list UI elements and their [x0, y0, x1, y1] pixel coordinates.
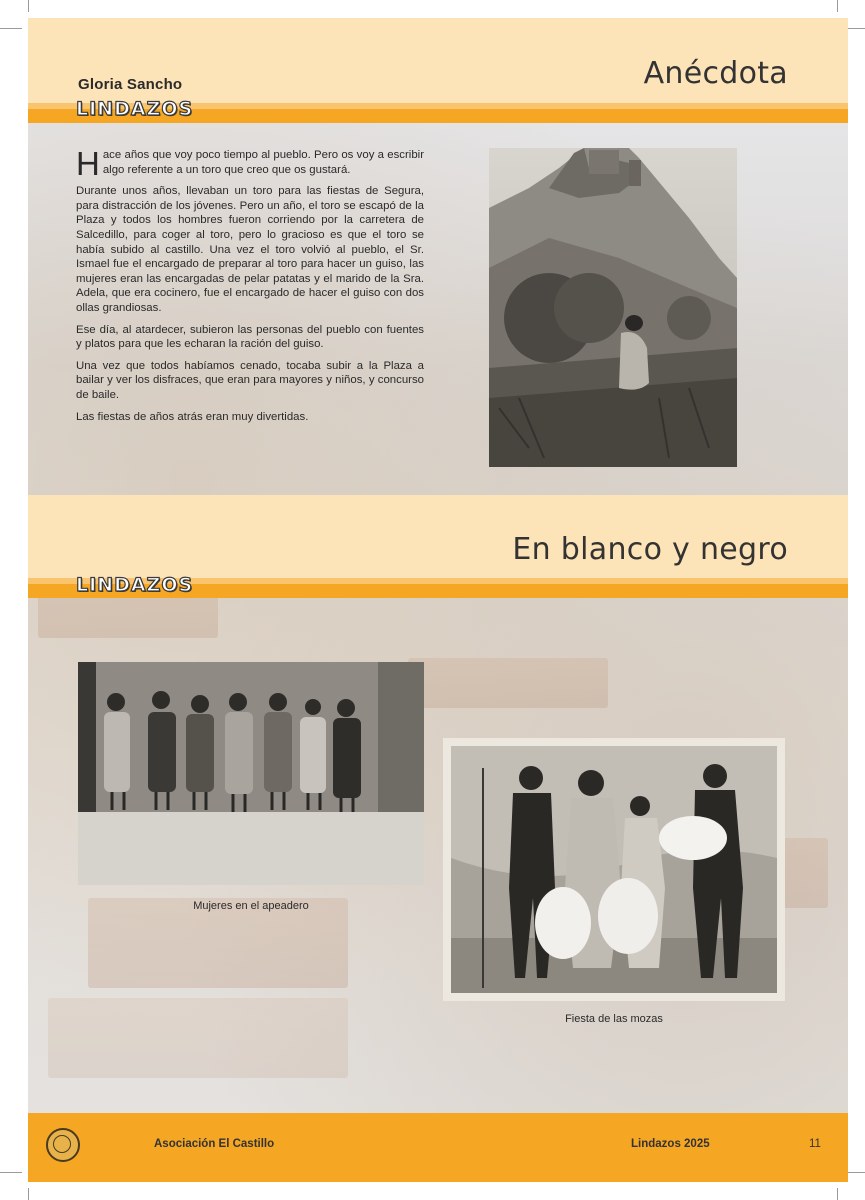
article-paragraph-5: Las fiestas de años atrás eran muy divertidas. — [76, 410, 309, 423]
background-roof — [408, 658, 608, 708]
crop-mark — [28, 1188, 29, 1200]
footer-issue: Lindazos 2025 — [631, 1138, 710, 1150]
magazine-page — [28, 18, 848, 1182]
caption-fiesta-mozas: Fiesta de las mozas — [565, 1013, 663, 1025]
brand-logo: LINDAZOS — [76, 98, 194, 120]
section-title-blanco-negro: En blanco y negro — [512, 532, 788, 567]
drop-cap: H — [76, 145, 100, 182]
crop-mark — [837, 0, 838, 12]
article-paragraph-2: Durante unos años, llevaban un toro para las fiestas de Segura, para distracción de los jóvenes. Pero un año, el toro se escapó de la Plaza y todos los hombres fueron corriendo por la carretera de Salcedillo, para coger al toro, pero lo gracioso es que el toro se había subido al castillo. Una vez el toro volvió al pueblo, el Sr. Ismael fue el encargado de preparar al toro para hacer un guiso, las mujeres eran las encargadas de pelar patatas y el marido de la Sra. Adela, que era cocinero, fue el encargado de hacer el guiso con dos ollas grandiosas. — [76, 185, 424, 314]
brand-logo-gallery: LINDAZOS — [76, 574, 194, 596]
article-paragraph-4: Una vez que todos habíamos cenado, tocaba subir a la Plaza a bailar y ver los disfraces, que eran para mayores y niños, y concurso de baile. — [76, 359, 424, 401]
photo-mujeres-apeadero — [78, 662, 424, 885]
photo-fiesta-mozas — [443, 738, 785, 1001]
article-paragraph-1: Hace años que voy poco tiempo al pueblo. Pero os voy a escribir algo referente a un toro que creo que os gustará. — [76, 145, 424, 182]
crop-mark — [28, 0, 29, 12]
section-title-anecdota: Anécdota — [643, 56, 788, 91]
crop-mark — [0, 1172, 22, 1173]
page-number: 11 — [809, 1138, 821, 1150]
article-author: Gloria Sancho — [78, 76, 183, 93]
page-footer — [28, 1113, 848, 1182]
article-body — [76, 145, 424, 431]
article-paragraph-3: Ese día, al atardecer, subieron las personas del pueblo con fuentes y platos para que les echaran la ración del guiso. — [76, 323, 424, 351]
crop-mark — [837, 1188, 838, 1200]
background-roof — [48, 998, 348, 1078]
crop-mark — [0, 28, 22, 29]
caption-mujeres-apeadero: Mujeres en el apeadero — [193, 900, 309, 912]
association-seal-icon — [46, 1128, 80, 1162]
footer-association: Asociación El Castillo — [154, 1138, 275, 1150]
castle-photo — [489, 148, 737, 467]
